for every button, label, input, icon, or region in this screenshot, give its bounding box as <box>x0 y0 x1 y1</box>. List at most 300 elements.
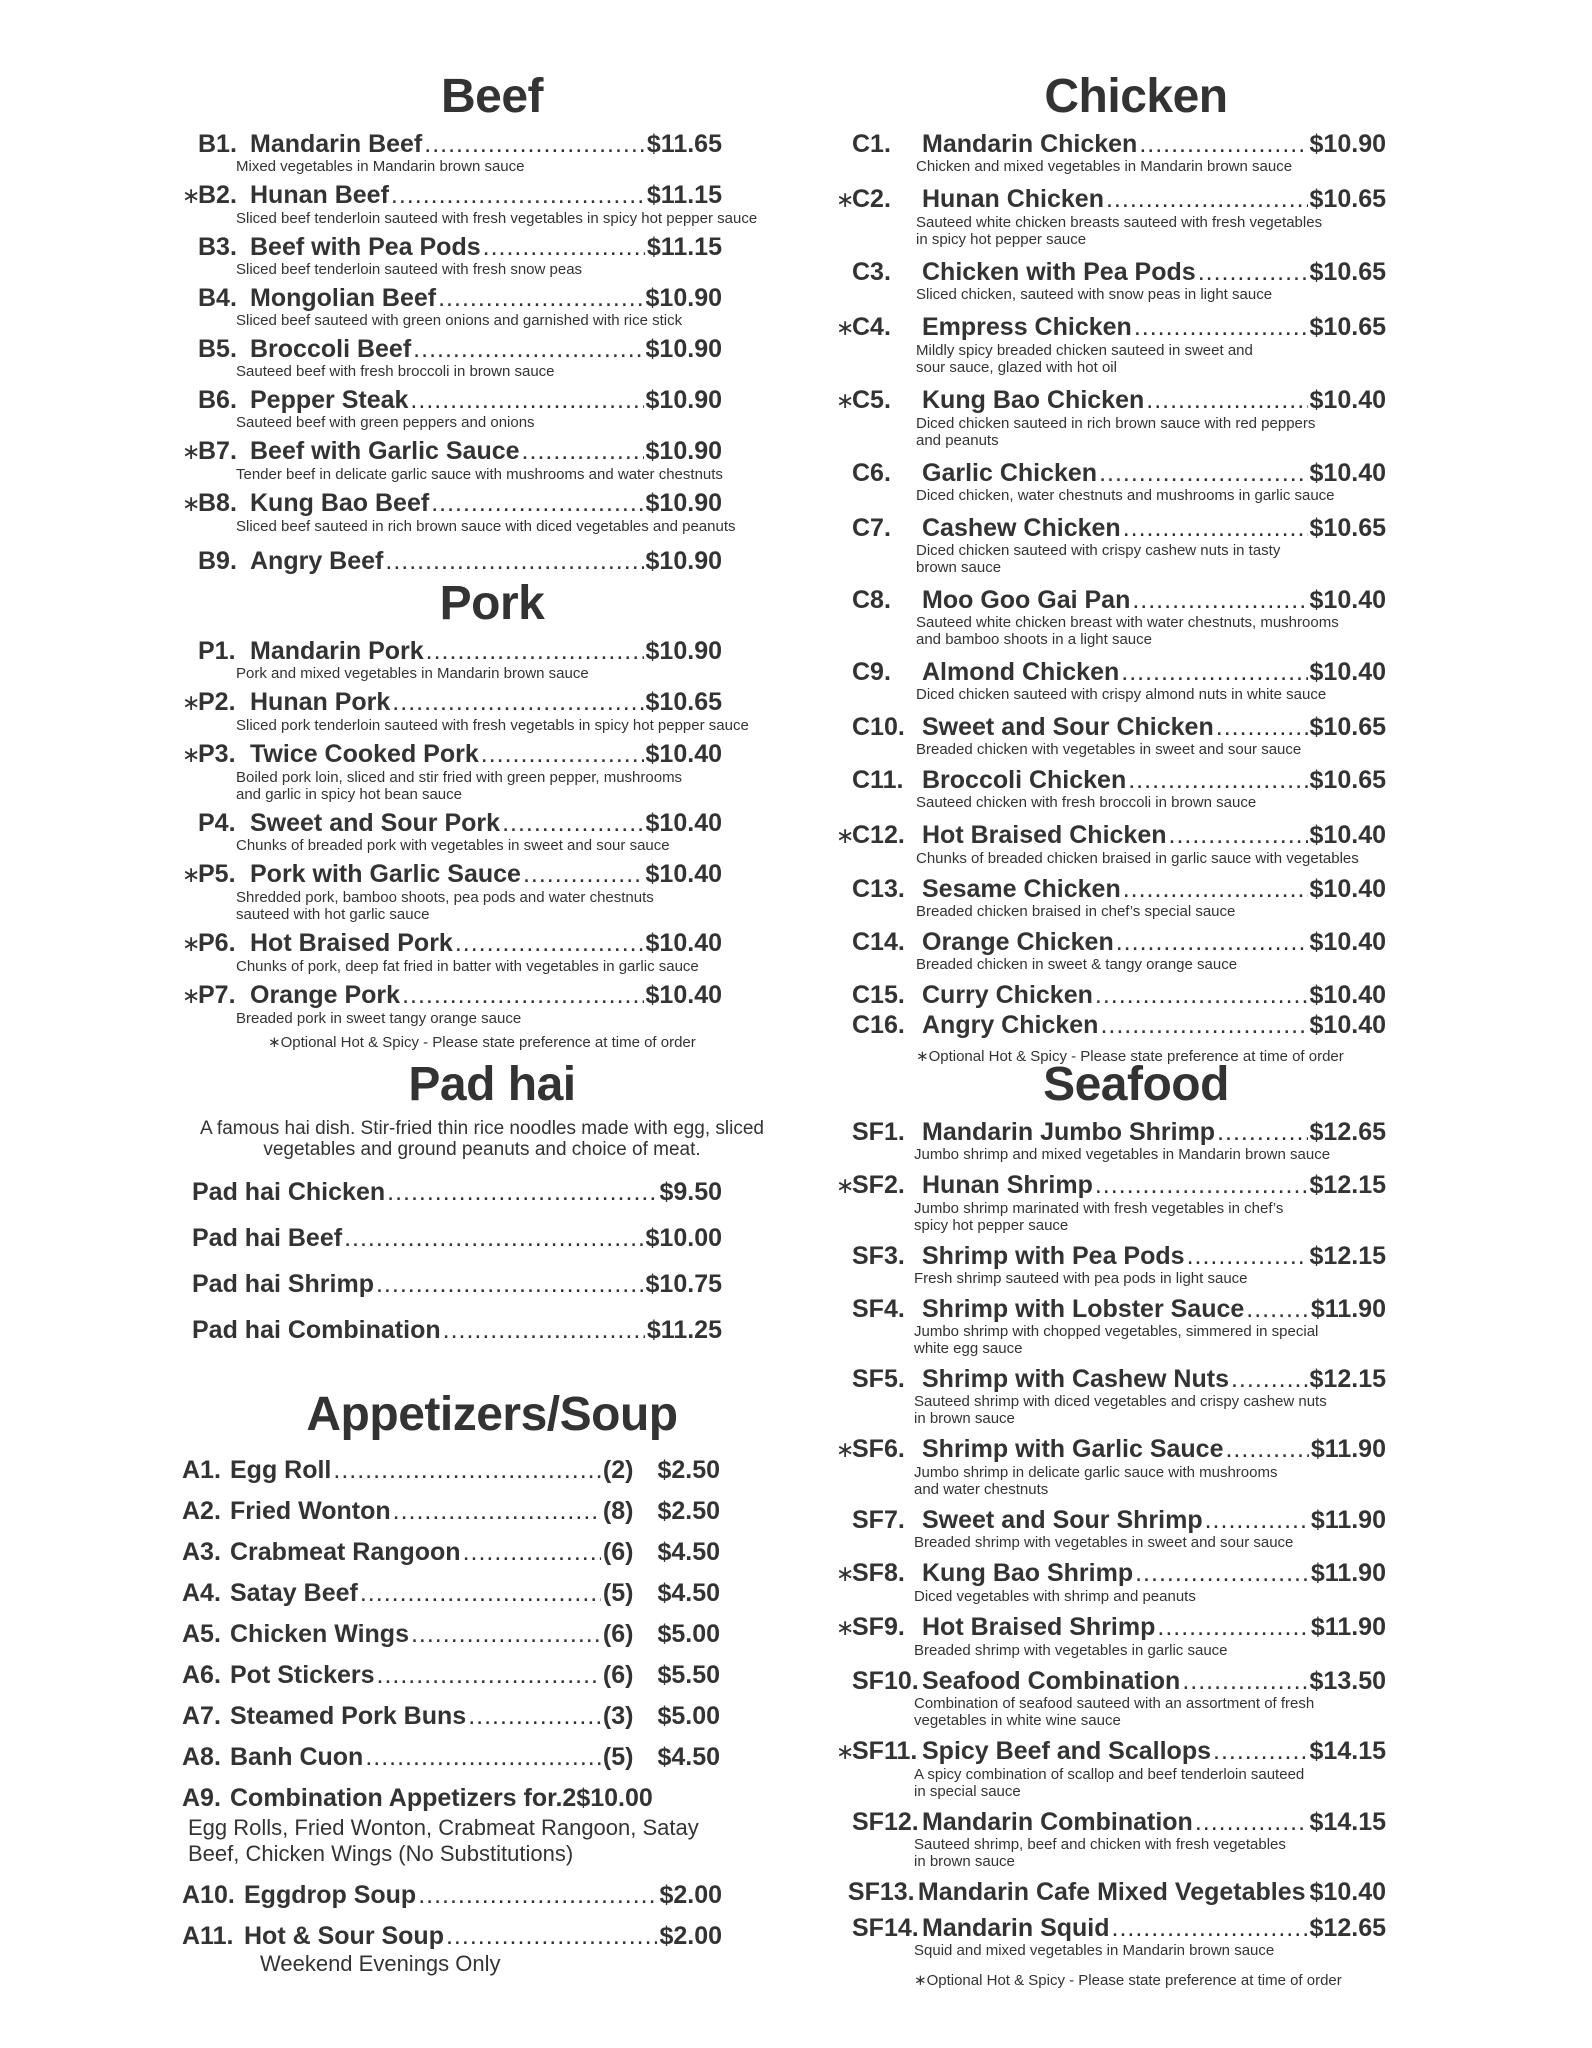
menu-item <box>836 1171 1436 1234</box>
item-name: Combination Appetizers for.2 <box>230 1784 577 1812</box>
spicy-star-icon: ∗ <box>836 1173 855 1198</box>
item-code: P7. <box>198 981 236 1009</box>
item-description: Jumbo shrimp and mixed vegetables in Mandarin brown sauce <box>914 1146 1331 1163</box>
spicy-star-icon: ∗ <box>836 388 855 413</box>
item-name: Curry Chicken <box>922 981 1093 1009</box>
item-name: Angry Chicken <box>922 1011 1099 1039</box>
dot-leader <box>1139 130 1307 158</box>
item-name: Mandarin Jumbo Shrimp <box>922 1118 1216 1146</box>
dot-leader <box>376 1270 644 1298</box>
item-code: P1. <box>198 637 236 665</box>
item-description: Breaded pork in sweet tangy orange sauce <box>236 1010 522 1027</box>
item-name: Beef with Garlic Sauce <box>250 437 520 465</box>
menu-item-line <box>836 658 1386 686</box>
item-code: C5. <box>852 386 891 414</box>
item-price: $10.65 <box>645 688 722 716</box>
spicy-star-icon: ∗ <box>836 1437 855 1462</box>
item-price: $12.65 <box>1309 1914 1386 1942</box>
item-price: $5.00 <box>657 1702 720 1730</box>
item-description: Breaded shrimp with vegetables in sweet and sour sauce <box>914 1534 1294 1551</box>
dot-leader <box>1217 1118 1307 1146</box>
item-price: $10.90 <box>645 437 722 465</box>
item-name: Sweet and Sour Shrimp <box>922 1506 1203 1534</box>
item-quantity: (2) <box>602 1456 634 1484</box>
item-code: A9. <box>182 1784 221 1812</box>
item-price: $10.40 <box>1309 658 1386 686</box>
item-name: Egg Roll <box>230 1456 332 1484</box>
item-name: Pad hai Chicken <box>192 1178 386 1206</box>
item-price: $14.15 <box>1309 1808 1386 1836</box>
seafood-spicy-note: ∗Optional Hot & Spicy - Please state preference at time of order <box>914 1972 1342 1989</box>
item-price: $10.65 <box>1309 313 1386 341</box>
item-price: $10.40 <box>645 740 722 768</box>
spicy-star-icon: ∗ <box>182 931 201 956</box>
item-price: $4.50 <box>657 1538 720 1566</box>
menu-item-line <box>836 1667 1386 1695</box>
item-price: $10.40 <box>1309 981 1386 1009</box>
item-code: SF11. <box>852 1737 918 1765</box>
item-name: Hunan Beef <box>250 181 389 209</box>
menu-item <box>836 1914 1436 1959</box>
menu-item-line <box>836 1118 1386 1146</box>
menu-item-line <box>836 459 1386 487</box>
menu-item-line <box>836 1808 1386 1836</box>
menu-item-line <box>836 821 1386 850</box>
item-name: Angry Beef <box>250 547 384 575</box>
menu-item-line <box>192 1270 722 1298</box>
item-description: Diced chicken sauteed in rich brown sauce with red peppers and peanuts <box>916 415 1316 449</box>
item-code: A2. <box>182 1497 221 1525</box>
dot-leader <box>438 284 643 312</box>
item-code: B5. <box>198 335 237 363</box>
menu-item-line <box>836 1365 1386 1393</box>
item-code: SF7. <box>852 1506 905 1534</box>
dot-leader <box>418 1881 657 1909</box>
spicy-star-icon: ∗ <box>836 187 855 212</box>
item-code: SF3. <box>852 1242 905 1270</box>
item-name: Mandarin Chicken <box>922 130 1138 158</box>
item-name: Mongolian Beef <box>250 284 437 312</box>
spicy-star-icon: ∗ <box>182 491 201 516</box>
menu-item-line <box>182 284 722 312</box>
item-name: Seafood Combination <box>922 1667 1181 1695</box>
menu-item <box>182 929 802 975</box>
item-name: Spicy Beef and Scallops <box>922 1737 1211 1765</box>
item-price: $12.15 <box>1309 1242 1386 1270</box>
combo-appetizer <box>182 1784 802 1867</box>
item-description: Sliced beef sauteed with green onions and garnished with rice stick <box>236 312 683 329</box>
chicken-section-title: Chicken <box>1044 70 1228 123</box>
menu-item-line <box>836 875 1386 903</box>
menu-item <box>182 130 802 175</box>
dot-leader <box>1100 1011 1307 1039</box>
spicy-star-icon: ∗ <box>182 983 201 1008</box>
item-code: B6. <box>198 386 237 414</box>
item-name: Pad hai Combination <box>192 1316 441 1344</box>
item-price: $10.40 <box>1309 928 1386 956</box>
menu-item-line <box>836 766 1386 794</box>
item-name: Hot Braised Pork <box>250 929 453 957</box>
item-description: Shredded pork, bamboo shoots, pea pods and water chestnuts sauteed with hot garlic sauce <box>236 889 654 923</box>
item-description: Sliced chicken, sauteed with snow peas in light sauce <box>916 286 1273 303</box>
padhai-section-title: Pad hai <box>408 1058 576 1111</box>
item-code: SF1. <box>852 1118 905 1146</box>
dot-leader <box>431 489 643 517</box>
menu-item-line <box>836 1295 1386 1323</box>
item-code: A5. <box>182 1620 221 1648</box>
item-description: Diced chicken sauteed with crispy cashew nuts in tasty brown sauce <box>916 542 1281 576</box>
dot-leader <box>411 1620 601 1648</box>
item-quantity: (6) <box>602 1661 634 1689</box>
menu-item <box>182 860 802 923</box>
item-name: Banh Cuon <box>230 1743 364 1771</box>
menu-item-line <box>182 547 722 575</box>
dot-leader <box>1095 1171 1308 1199</box>
dot-leader <box>468 1702 601 1730</box>
item-code: P5. <box>198 860 236 888</box>
menu-item-line <box>836 185 1386 214</box>
menu-item <box>836 586 1436 648</box>
menu-item <box>836 1506 1436 1551</box>
menu-item-line <box>182 181 722 210</box>
item-description: Jumbo shrimp in delicate garlic sauce with mushrooms and water chestnuts <box>914 1464 1278 1498</box>
item-name: Kung Bao Beef <box>250 489 430 517</box>
item-code: A4. <box>182 1579 221 1607</box>
item-price: $10.90 <box>645 284 722 312</box>
menu-item-line <box>836 130 1386 158</box>
menu-item <box>836 766 1436 811</box>
dot-leader <box>455 929 644 957</box>
item-name: Chicken with Pea Pods <box>922 258 1196 286</box>
menu-item-line <box>182 1620 720 1648</box>
item-price: $10.40 <box>1309 1011 1386 1039</box>
item-price: $10.65 <box>1309 514 1386 542</box>
menu-item-line <box>836 1914 1386 1942</box>
menu-item <box>182 981 802 1027</box>
menu-item-line <box>836 1242 1386 1270</box>
item-name: Sweet and Sour Pork <box>250 809 501 837</box>
item-price: $10.65 <box>1309 766 1386 794</box>
item-price: $10.90 <box>645 335 722 363</box>
menu-item-line <box>192 1178 722 1206</box>
spicy-star-icon: ∗ <box>836 1561 855 1586</box>
item-price: $10.65 <box>1309 713 1386 741</box>
item-description: Jumbo shrimp with chopped vegetables, simmered in special white egg sauce <box>914 1323 1319 1357</box>
soups-list <box>182 1881 802 1950</box>
menu-item <box>836 459 1436 504</box>
spicy-star-icon: ∗ <box>182 690 201 715</box>
item-name: Pot Stickers <box>230 1661 375 1689</box>
dot-leader <box>1187 1242 1308 1270</box>
item-name: Shrimp with Pea Pods <box>922 1242 1185 1270</box>
item-code: A10. <box>182 1881 235 1909</box>
item-code: C13. <box>852 875 905 903</box>
menu-item-line <box>836 258 1386 286</box>
dot-leader <box>1123 875 1308 903</box>
dot-leader <box>1195 1808 1308 1836</box>
seafood-list <box>836 1118 1436 1959</box>
item-name: Hunan Chicken <box>922 185 1104 213</box>
item-name: Mandarin Beef <box>250 130 423 158</box>
pork-list <box>182 637 802 1027</box>
menu-item-line <box>836 1435 1386 1464</box>
dot-leader <box>446 1922 657 1950</box>
dot-leader <box>385 547 643 575</box>
item-description: Sauteed white chicken breast with water chestnuts, mushrooms and bamboo shoots in a light sauce <box>916 614 1339 648</box>
seafood-section-title: Seafood <box>1043 1058 1229 1111</box>
item-description: Breaded chicken braised in chef’s special sauce <box>916 903 1236 920</box>
item-description: Diced chicken, water chestnuts and mushrooms in garlic sauce <box>916 487 1335 504</box>
pork-section-title: Pork <box>439 577 545 630</box>
menu-item <box>182 437 802 483</box>
chicken-spicy-note: ∗Optional Hot & Spicy - Please state preference at time of order <box>916 1048 1344 1065</box>
spicy-star-icon: ∗ <box>182 862 201 887</box>
dot-leader <box>1121 658 1307 686</box>
item-price: $11.90 <box>1310 1435 1386 1463</box>
item-description: Sauteed shrimp with diced vegetables and crispy cashew nuts in brown sauce <box>914 1393 1327 1427</box>
menu-item <box>182 284 802 329</box>
menu-item <box>836 981 1436 1009</box>
item-code: SF6. <box>852 1435 905 1463</box>
item-price: $14.15 <box>1309 1737 1386 1765</box>
item-price: $10.90 <box>645 489 722 517</box>
item-name: Moo Goo Gai Pan <box>922 586 1131 614</box>
item-name: Kung Bao Shrimp <box>922 1559 1134 1587</box>
item-price: $10.40 <box>645 809 722 837</box>
item-price: $11.90 <box>1310 1506 1386 1534</box>
menu-item-line <box>182 233 722 261</box>
menu-item <box>836 1435 1436 1498</box>
menu-item-line <box>182 437 722 466</box>
item-description: Breaded chicken with vegetables in sweet and sour sauce <box>916 741 1302 758</box>
menu-item-line <box>182 1743 720 1771</box>
item-code: SF8. <box>852 1559 905 1587</box>
item-code: A11. <box>182 1922 234 1950</box>
dot-leader <box>1099 459 1307 487</box>
item-name: Cashew Chicken <box>922 514 1121 542</box>
item-code: B7. <box>198 437 237 465</box>
menu-item <box>836 875 1436 920</box>
dot-leader <box>1116 928 1308 956</box>
dot-leader <box>387 1178 657 1206</box>
menu-item-line <box>182 1579 720 1607</box>
padhai-appetizers-column <box>182 1058 802 1977</box>
item-code: C12. <box>852 821 905 849</box>
item-name: Twice Cooked Pork <box>250 740 479 768</box>
item-price: $10.40 <box>645 929 722 957</box>
dot-leader <box>463 1538 601 1566</box>
menu-item-line <box>836 713 1386 741</box>
dot-leader <box>523 860 644 888</box>
item-price: $2.50 <box>657 1456 720 1484</box>
item-name: Mandarin Squid <box>922 1914 1110 1942</box>
item-description: Sauteed shrimp, beef and chicken with fresh vegetables in brown sauce <box>914 1836 1286 1870</box>
item-code: A7. <box>182 1702 221 1730</box>
item-description: A spicy combination of scallop and beef tenderloin sauteed in special sauce <box>914 1766 1305 1800</box>
item-description: Sauteed beef with green peppers and onions <box>236 414 535 431</box>
item-quantity: (5) <box>602 1743 634 1771</box>
item-price: $10.90 <box>645 637 722 665</box>
menu-item-line <box>836 586 1386 614</box>
menu-item-line <box>836 1737 1386 1766</box>
item-price: $10.40 <box>1309 586 1386 614</box>
menu-item <box>182 489 802 535</box>
pork-spicy-note: ∗Optional Hot & Spicy - Please state preference at time of order <box>268 1034 696 1051</box>
soup-note: Weekend Evenings Only <box>260 1951 501 1976</box>
menu-item <box>836 1011 1436 1039</box>
item-description: Boiled pork loin, sliced and stir fried with green pepper, mushrooms and garlic in spicy hot bean sauce <box>236 769 683 803</box>
menu-item <box>836 658 1436 703</box>
dot-leader <box>1128 766 1307 794</box>
padhai-description: A famous hai dish. Stir-fried thin rice noodles made with egg, sliced vegetables and ground peanuts and choice of meat. <box>200 1118 764 1160</box>
menu-item-line <box>182 1456 720 1484</box>
item-price: $10.00 <box>576 1784 653 1812</box>
item-code: C8. <box>852 586 891 614</box>
dot-leader <box>1146 386 1307 414</box>
menu-item-line <box>182 688 722 717</box>
menu-item <box>182 688 802 734</box>
dot-leader <box>1231 1365 1308 1393</box>
item-code: C7. <box>852 514 891 542</box>
item-price: $2.50 <box>657 1497 720 1525</box>
menu-item-line <box>836 1878 1386 1906</box>
appetizers-list <box>182 1456 802 1771</box>
menu-item <box>836 1737 1436 1800</box>
menu-item <box>182 181 802 227</box>
item-description: Breaded chicken in sweet & tangy orange sauce <box>916 956 1238 973</box>
item-name: Steamed Pork Buns <box>230 1702 467 1730</box>
menu-item-line <box>182 637 722 665</box>
item-code: SF12. <box>852 1808 919 1836</box>
item-description: Breaded shrimp with vegetables in garlic sauce <box>914 1642 1228 1659</box>
spicy-star-icon: ∗ <box>182 183 201 208</box>
menu-item-line <box>182 929 722 958</box>
menu-item <box>836 928 1436 973</box>
dot-leader <box>410 386 643 414</box>
item-code: C6. <box>852 459 891 487</box>
item-description: Sliced beef tenderloin sauteed with fresh vegetables in spicy hot pepper sauce <box>236 210 758 227</box>
item-description: Combination of seafood sauteed with an assortment of fresh vegetables in white wine sauce <box>914 1695 1315 1729</box>
item-name: Shrimp with Garlic Sauce <box>922 1435 1224 1463</box>
item-code: C3. <box>852 258 891 286</box>
menu-item <box>836 1878 1436 1906</box>
dot-leader <box>1112 1914 1308 1942</box>
item-code: P3. <box>198 740 236 768</box>
item-description: Sliced pork tenderloin sauteed with fresh vegetabls in spicy hot pepper sauce <box>236 717 749 734</box>
item-price: $12.15 <box>1309 1365 1386 1393</box>
item-price: $10.40 <box>645 860 722 888</box>
menu-item <box>836 1242 1436 1287</box>
item-code: SF4. <box>852 1295 905 1323</box>
item-description: Diced vegetables with shrimp and peanuts <box>914 1588 1196 1605</box>
menu-item-line <box>182 1497 720 1525</box>
menu-item <box>836 185 1436 248</box>
item-code: P6. <box>198 929 236 957</box>
menu-item-line <box>836 313 1386 342</box>
item-name: Empress Chicken <box>922 313 1132 341</box>
item-price: $10.40 <box>645 981 722 1009</box>
item-name: Garlic Chicken <box>922 459 1098 487</box>
item-description: Sliced beef tenderloin sauteed with fresh snow peas <box>236 261 583 278</box>
item-quantity: (6) <box>602 1538 634 1566</box>
item-price: $10.40 <box>1309 821 1386 849</box>
item-description: Diced chicken sauteed with crispy almond nuts in white sauce <box>916 686 1327 703</box>
item-price: $11.25 <box>646 1316 722 1344</box>
item-quantity: (6) <box>602 1620 634 1648</box>
dot-leader <box>1246 1295 1309 1323</box>
menu-item-line <box>182 489 722 518</box>
dot-leader <box>1182 1667 1307 1695</box>
menu-item-line <box>836 981 1386 1009</box>
item-description: Fresh shrimp sauteed with pea pods in light sauce <box>914 1270 1248 1287</box>
item-code: SF9. <box>852 1613 905 1641</box>
menu-item-line <box>182 1784 720 1812</box>
item-quantity: (8) <box>602 1497 634 1525</box>
dot-leader <box>522 437 644 465</box>
item-price: $10.40 <box>1309 459 1386 487</box>
item-name: Pad hai Shrimp <box>192 1270 374 1298</box>
menu-item <box>836 1118 1436 1163</box>
item-code: SF5. <box>852 1365 905 1393</box>
dot-leader <box>377 1661 601 1689</box>
dot-leader <box>481 740 644 768</box>
item-name: Kung Bao Chicken <box>922 386 1145 414</box>
item-code: C11. <box>852 766 904 794</box>
item-description: Pork and mixed vegetables in Mandarin brown sauce <box>236 665 589 682</box>
spicy-star-icon: ∗ <box>182 439 201 464</box>
item-price: $13.50 <box>1309 1667 1386 1695</box>
item-description: Jumbo shrimp marinated with fresh vegetables in chef’s spicy hot pepper sauce <box>914 1200 1284 1234</box>
item-price: $9.50 <box>659 1178 722 1206</box>
menu-item-line <box>182 981 722 1010</box>
menu-item <box>836 1808 1436 1870</box>
item-name: Sweet and Sour Chicken <box>922 713 1214 741</box>
dot-leader <box>1169 821 1308 849</box>
item-quantity: (3) <box>602 1702 634 1730</box>
menu-item <box>836 821 1436 867</box>
menu-item <box>182 740 802 803</box>
item-price: $10.90 <box>645 386 722 414</box>
dot-leader <box>483 233 645 261</box>
item-name: Satay Beef <box>230 1579 358 1607</box>
menu-item-line <box>182 130 722 158</box>
menu-item <box>836 1365 1436 1427</box>
menu-item-line <box>182 335 722 363</box>
spicy-star-icon: ∗ <box>836 823 855 848</box>
item-description: Mixed vegetables in Mandarin brown sauce <box>236 158 525 175</box>
dot-leader <box>1123 514 1308 542</box>
item-price: $5.00 <box>657 1620 720 1648</box>
dot-leader <box>1216 713 1308 741</box>
item-name: Crabmeat Rangoon <box>230 1538 461 1566</box>
menu-item-line <box>182 1661 720 1689</box>
dot-leader <box>443 1316 645 1344</box>
dot-leader <box>344 1224 643 1252</box>
item-code: P4. <box>198 809 236 837</box>
beef-list <box>182 130 802 575</box>
menu-item-line <box>182 386 722 414</box>
menu-item-line <box>182 860 722 889</box>
item-name: Orange Chicken <box>922 928 1114 956</box>
item-description: Chunks of breaded chicken braised in garlic sauce with vegetables <box>916 850 1359 867</box>
menu-item-line <box>836 1613 1386 1642</box>
seafood-column <box>836 1058 1436 1989</box>
item-quantity: (5) <box>602 1579 634 1607</box>
item-price: $11.90 <box>1310 1613 1386 1641</box>
item-price: $11.65 <box>646 130 722 158</box>
spicy-star-icon: ∗ <box>836 1615 855 1640</box>
menu-item <box>836 1295 1436 1357</box>
